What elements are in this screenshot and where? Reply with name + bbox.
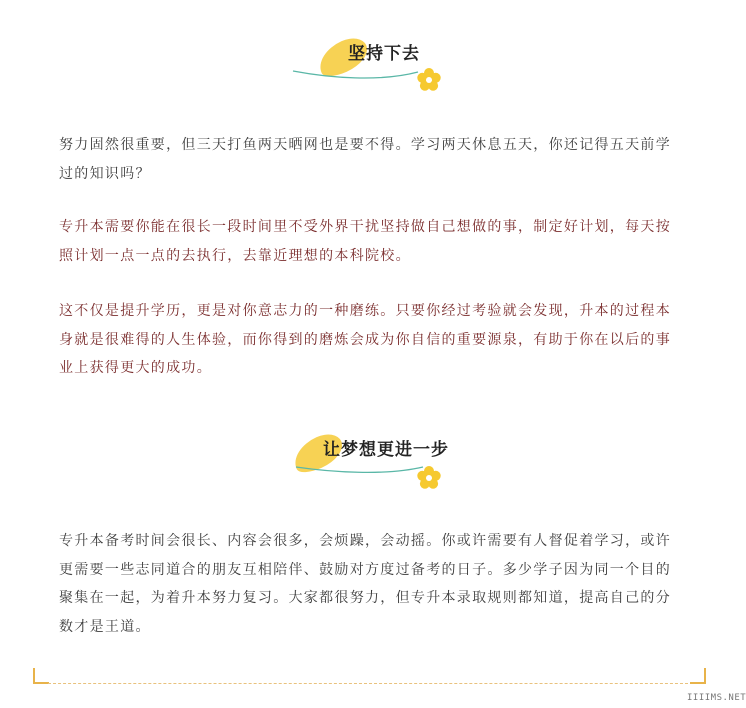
paragraph-3: 这不仅是提升学历，更是对你意志力的一种磨练。只要你经过考验就会发现，升本的过程本身就是很难得的人生体验，而你得到的磨炼会成为你自信的重要源泉，有助于你在以后的事业上获得更大的成功。 <box>59 303 671 376</box>
corner-bracket-left <box>33 668 49 684</box>
section-header-2 <box>0 424 737 494</box>
flower-icon <box>417 68 440 91</box>
section-title: 坚持下去 <box>348 44 420 64</box>
section-title: 让梦想更进一步 <box>323 440 449 460</box>
section-header-1 <box>0 28 737 98</box>
paragraph-1: 努力固然很重要，但三天打鱼两天晒网也是要不得。学习两天休息五天，你还记得五天前学过的知识吗？ <box>59 137 671 182</box>
corner-bracket-right <box>690 668 706 684</box>
flower-icon <box>417 466 440 489</box>
dashed-divider <box>48 683 688 684</box>
paragraph-2: 专升本需要你能在很长一段时间里不受外界干扰坚持做自己想做的事，制定好计划，每天按照计划一点一点的去执行，去靠近理想的本科院校。 <box>59 219 671 264</box>
paragraph-4: 专升本备考时间会很长、内容会很多，会烦躁，会动摇。你或许需要有人督促着学习，或许更需要一些志同道合的朋友互相陪伴、鼓励对方度过备考的日子。多少学子因为同一个目的聚集在一起，为着升本努力复习。大家都很努力，但专升本录取规则都知道，提高自己的分数才是王道。 <box>59 533 671 635</box>
watermark-text: IIIIMS.NET <box>687 693 746 703</box>
